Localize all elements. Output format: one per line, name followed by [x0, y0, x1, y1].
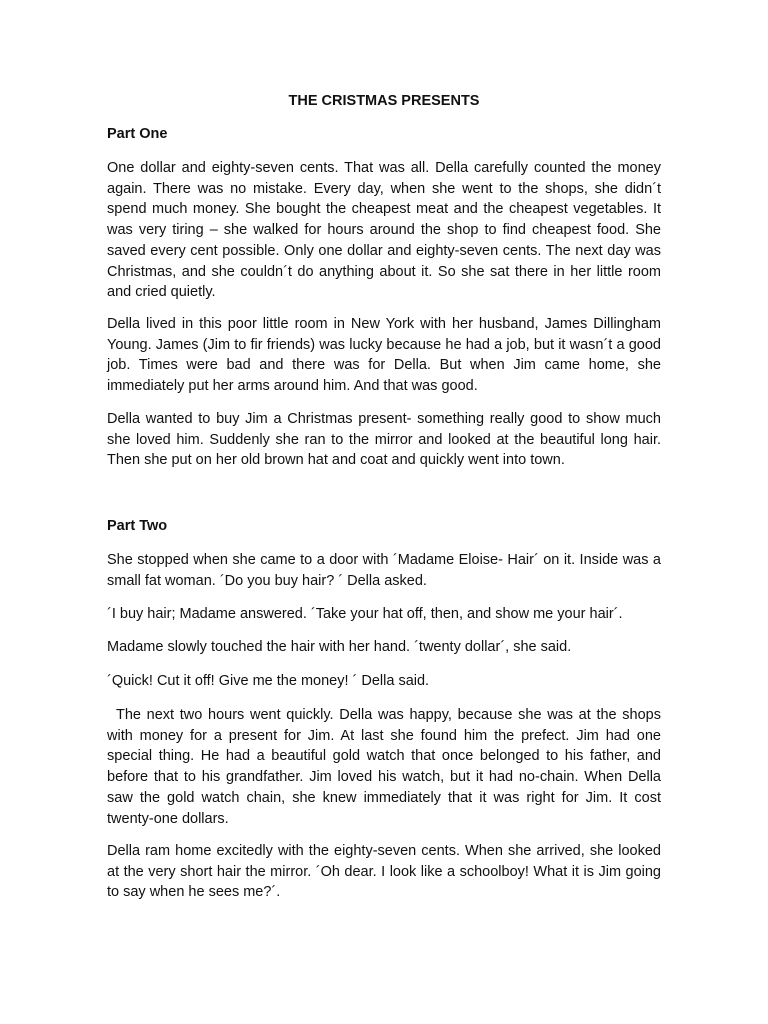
document-title: THE CRISTMAS PRESENTS [288, 93, 480, 109]
part-two-paragraph-2: ´I buy hair; Madame answered. ´Take your hat off, then, and show me your hair´. [107, 606, 623, 622]
part-one-paragraph-3: Della wanted to buy Jim a Christmas present- something really good to show much she loved him. Suddenly she ran to the mirror and looked at the beautiful long hair. Then she put on her old brown hat and coat and quickly went into town. [107, 411, 661, 469]
part-two-paragraph-4: ´Quick! Cut it off! Give me the money! ´ Della said. [107, 673, 430, 689]
part-two-heading: Part Two [107, 518, 168, 534]
part-two-paragraph-5: The next two hours went quickly. Della was happy, because she was at the shops with money for a present for Jim. At last she found him the prefect. Jim had one special thing. He had a beautiful gold watch that once belonged to his father, and before that to his grandfather. Jim loved his watch, but it had no-chain. When Della saw the gold watch chain, she knew immediately that it was right for Jim. It cost twenty-one dollars. [107, 707, 661, 827]
part-one-paragraph-2: Della lived in this poor little room in New York with her husband, James Dillingham Young. James (Jim to fir friends) was lucky because he had a job, but it wasn´t a good job. Times were bad and there was for Della. But when Jim came home, she immediately put her arms around him. And that was good. [107, 316, 661, 395]
part-two-paragraph-6: Della ram home excitedly with the eighty-seven cents. When she arrived, she looked at the very short hair the mirror. ´Oh dear. I look like a schoolboy! What it is Jim going to say when he sees me?´. [107, 843, 661, 901]
part-two-paragraph-1: She stopped when she came to a door with ´Madame Eloise- Hair´ on it. Inside was a small fat woman. ´Do you buy hair? ´ Della asked. [107, 552, 661, 589]
part-one-heading: Part One [107, 126, 168, 142]
part-one-paragraph-1: One dollar and eighty-seven cents. That was all. Della carefully counted the money again. There was no mistake. Every day, when she went to the shops, she didn´t spend much money. She bought the cheapest meat and the cheapest vegetables. It was very tiring – she walked for hours around the shop to find cheapest food. She saved every cent possible. Only one dollar and eighty-seven cents. The next day was Christmas, and she couldn´t do anything about it. So she sat there in her little room and cried quietly. [107, 160, 661, 301]
part-two-paragraph-3: Madame slowly touched the hair with her hand. ´twenty dollar´, she said. [107, 639, 572, 655]
